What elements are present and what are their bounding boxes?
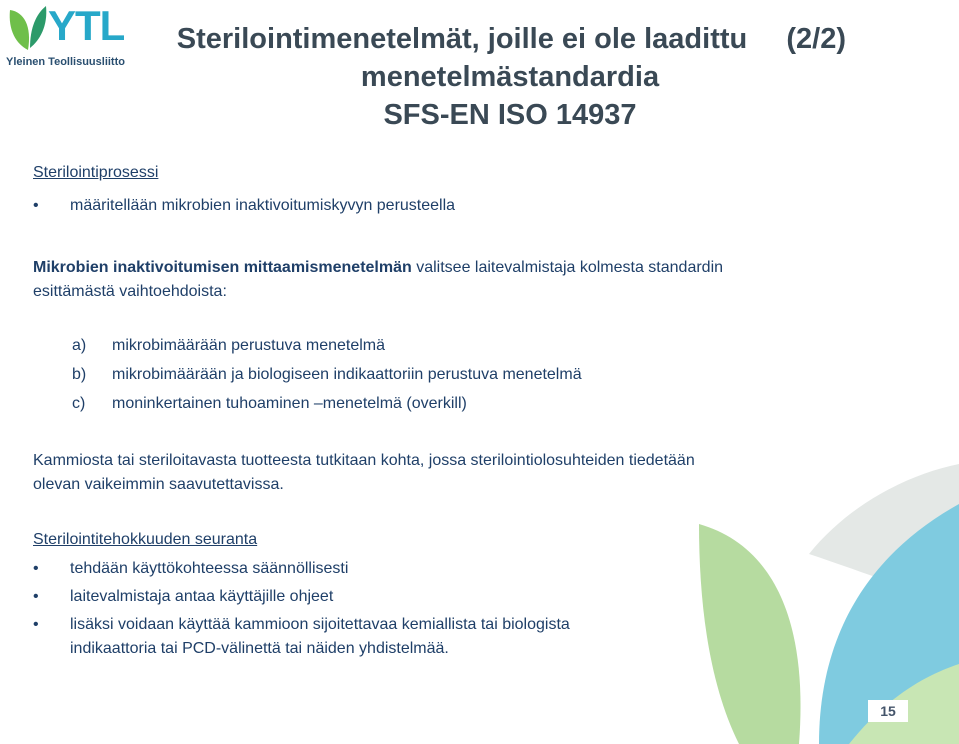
- paragraph-text-line2: olevan vaikeimmin saavutettavissa.: [33, 476, 284, 493]
- title-line2: menetelmästandardia: [360, 61, 660, 93]
- option-text: mikrobimäärään perustuva menetelmä: [112, 337, 386, 354]
- logo-wordmark: YTL: [48, 2, 125, 49]
- bullet-text: lisäksi voidaan käyttää kammioon sijoitettavaa kemiallista tai biologista: [70, 616, 570, 633]
- paragraph-text: valitsee laitevalmistaja kolmesta standardin: [411, 259, 724, 276]
- section-heading-monitoring: Sterilointitehokkuuden seuranta: [33, 531, 258, 548]
- slide-title: [150, 20, 870, 134]
- bold-phrase: Mikrobien inaktivoitumisen mittaamismenetelmän: [33, 259, 412, 276]
- option-text: mikrobimäärään ja biologiseen indikaattoriin perustuva menetelmä: [112, 366, 582, 383]
- logo-subtitle: Yleinen Teollisuusliitto: [6, 56, 125, 68]
- leaf-icon: [6, 4, 50, 54]
- bullet-text: määritellään mikrobien inaktivoitumiskyvyn perusteella: [70, 197, 456, 214]
- bullet-dot: •: [33, 197, 39, 214]
- title-line3: SFS-EN ISO 14937: [383, 99, 637, 131]
- paragraph-text-line2: esittämästä vaihtoehdoista:: [33, 283, 227, 300]
- title-line1: Sterilointimenetelmät, joille ei ole laadittu: [176, 23, 748, 55]
- section-heading-process: Sterilointiprosessi: [33, 164, 159, 181]
- bullet-dot: •: [33, 616, 39, 633]
- paragraph-method-selection: [33, 256, 833, 304]
- bullet-text: indikaattoria tai PCD-välinettä tai näiden yhdistelmää.: [70, 640, 449, 657]
- option-letter: b): [72, 366, 87, 383]
- option-letter: a): [72, 337, 87, 354]
- bullet-dot: •: [33, 560, 39, 577]
- option-text: moninkertainen tuhoaminen –menetelmä (overkill): [112, 395, 467, 412]
- bullet-text: tehdään käyttökohteessa säännöllisesti: [70, 560, 349, 577]
- paragraph-text-line1: Kammiosta tai steriloitavasta tuotteesta tutkitaan kohta, jossa sterilointiolosuhteiden tiedetään: [33, 452, 695, 469]
- option-letter: c): [72, 395, 86, 412]
- ytl-logo: [6, 4, 136, 68]
- bullet-text: laitevalmistaja antaa käyttäjille ohjeet: [70, 588, 334, 605]
- decorative-leaves: [699, 464, 959, 744]
- bullet-dot: •: [33, 588, 39, 605]
- title-page-indicator: (2/2): [786, 23, 846, 55]
- page-number: 15: [868, 700, 908, 722]
